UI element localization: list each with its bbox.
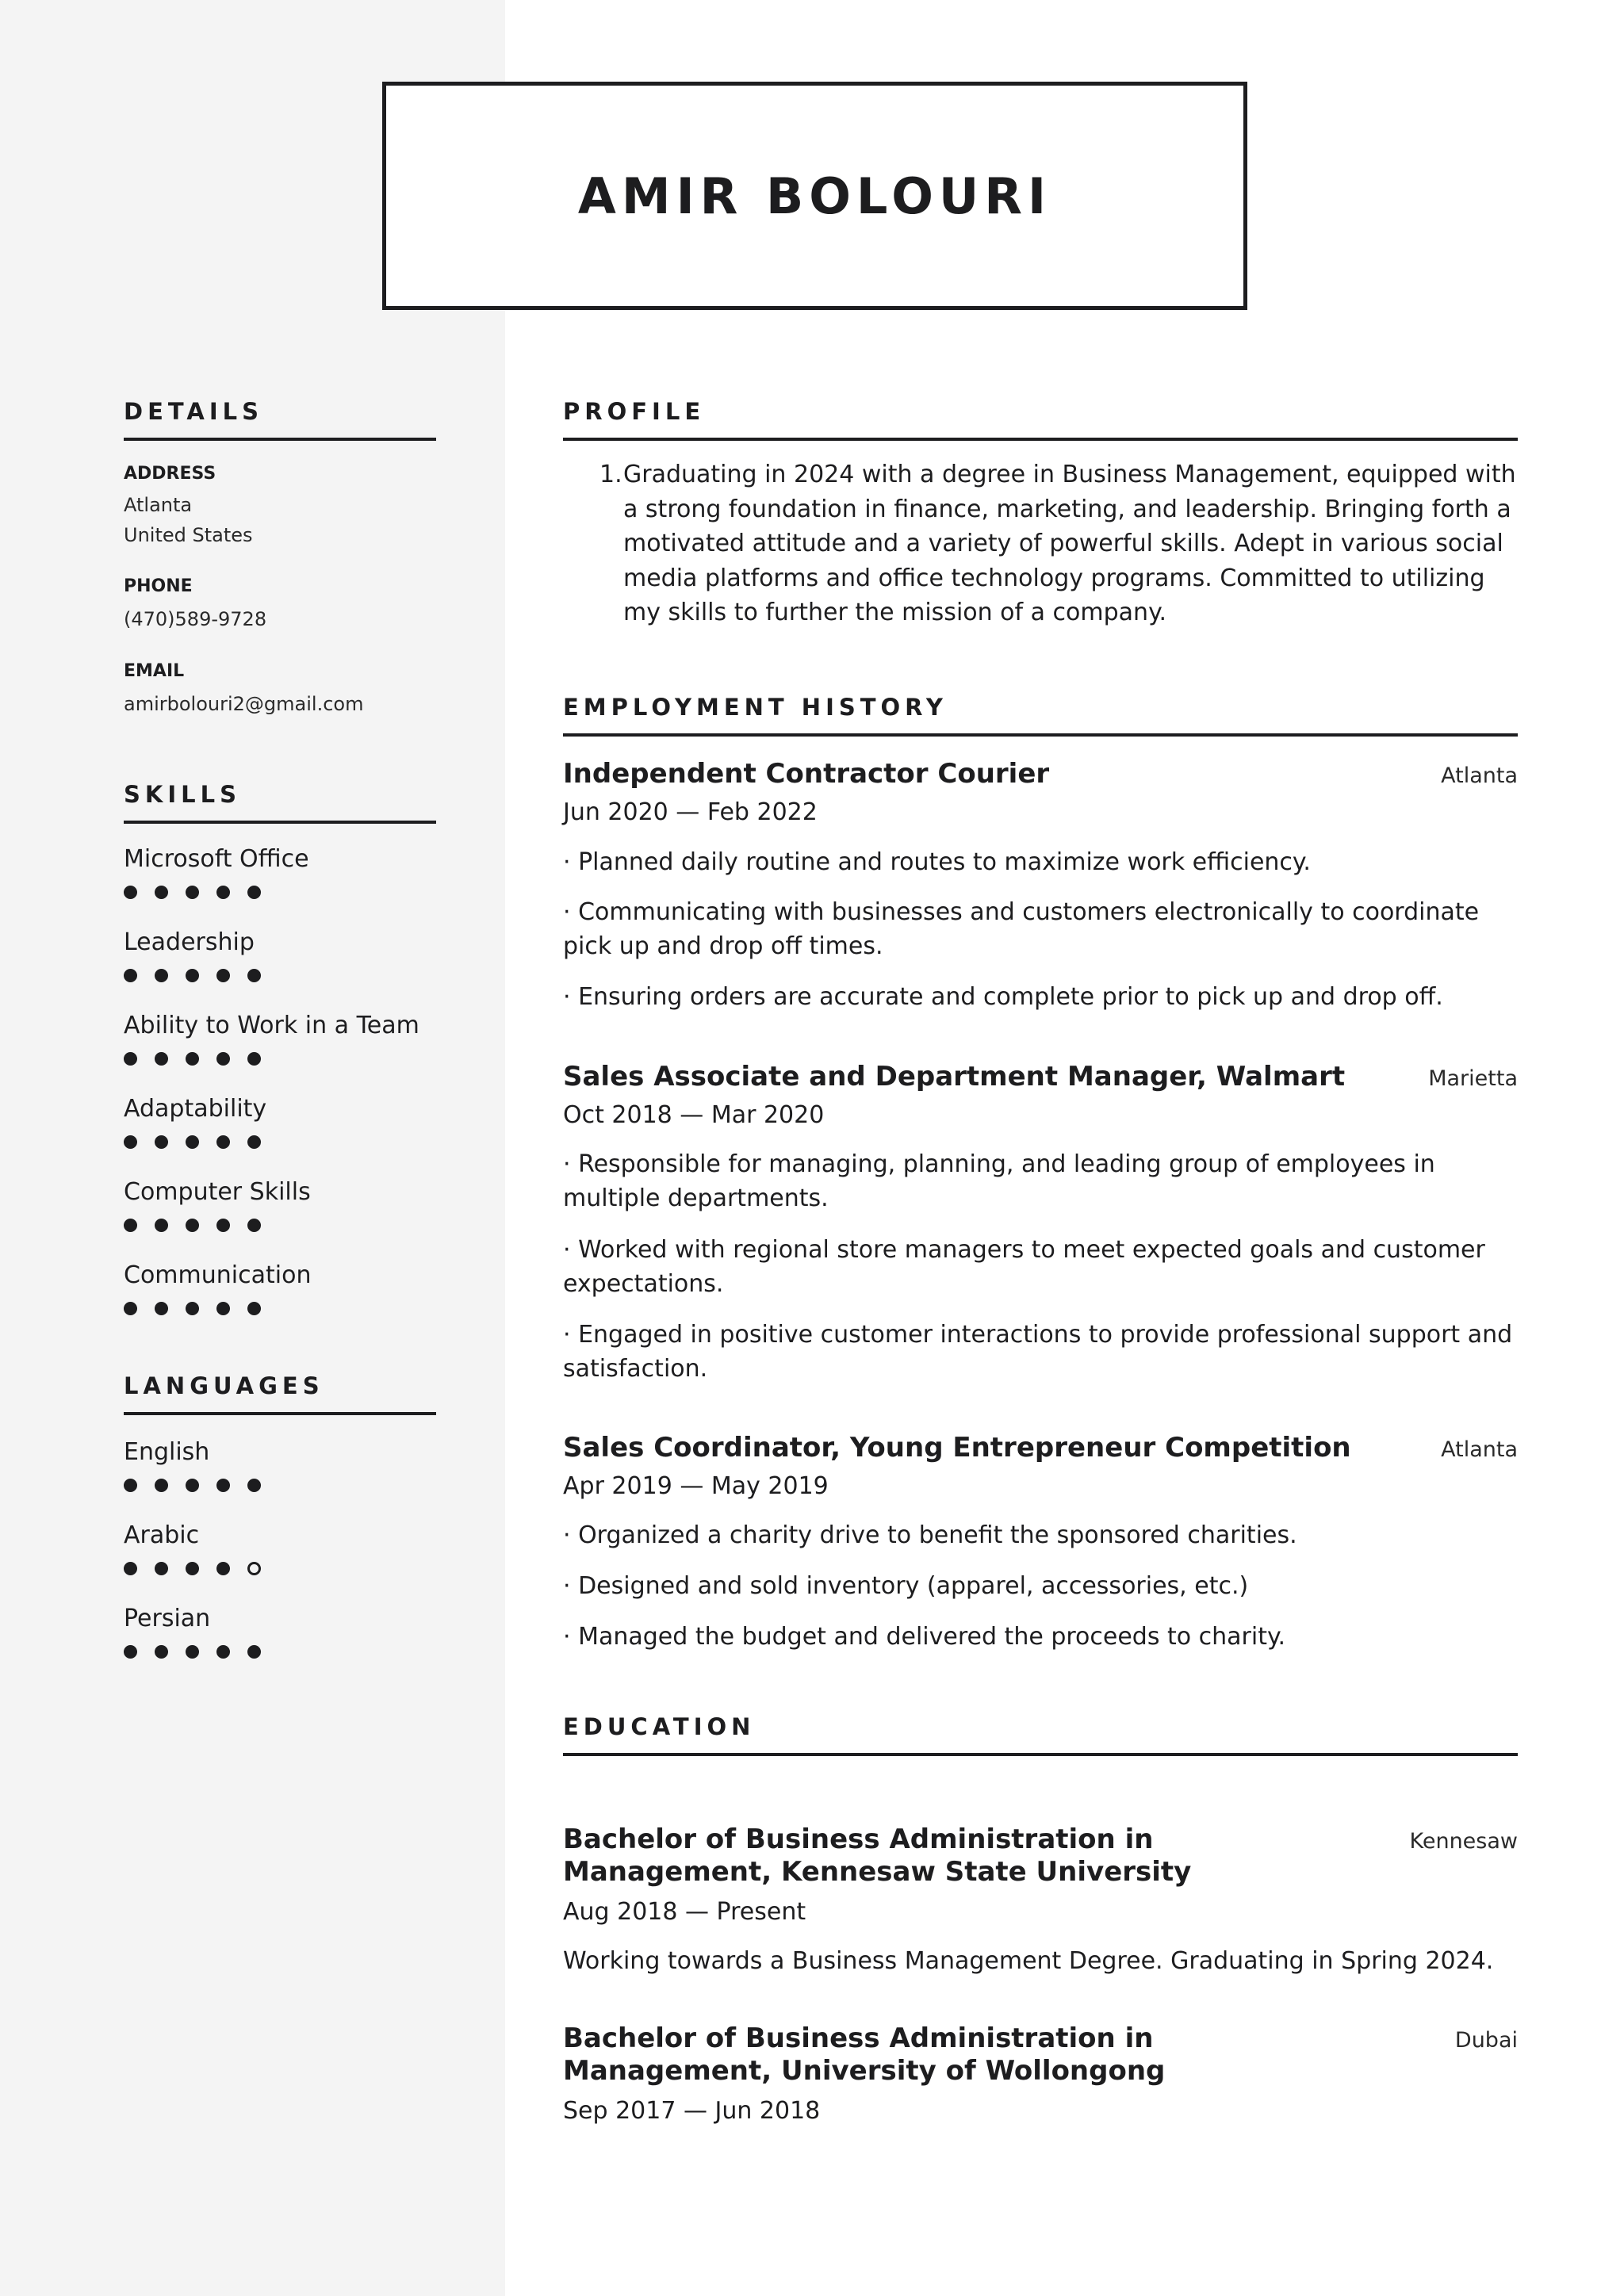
rating-dot-filled [155,1645,168,1659]
job-bullet: · Engaged in positive customer interactions to provide professional support and satisfaction. [563,1321,1513,1383]
education-dates: Aug 2018 — Present [563,1898,806,1926]
address-country: United States [124,524,253,546]
rating-dot-filled [216,1052,230,1066]
job-location: Atlanta [1441,1437,1518,1462]
job-bullet: · Organized a charity drive to benefit the sponsored charities. [563,1521,1297,1549]
rating-dot-filled [216,969,230,982]
details-section-header [124,398,436,441]
rating-dot-empty [247,1562,261,1575]
job-bullet: · Planned daily routine and routes to maximize work efficiency. [563,848,1311,876]
skill-label: Microsoft Office [124,845,309,873]
job-bullet: · Designed and sold inventory (apparel, accessories, etc.) [563,1572,1249,1600]
rating-dot-filled [247,1645,261,1659]
job-dates: Apr 2019 — May 2019 [563,1472,829,1500]
rating-dot-filled [155,969,168,982]
phone-label: PHONE [124,576,193,596]
education-section-header [563,1713,1518,1756]
job-bullet: · Responsible for managing, planning, and leading group of employees in multiple departments. [563,1150,1435,1212]
education-title: EDUCATION [563,1713,756,1740]
candidate-name: AMIR BOLOURI [577,166,1052,225]
skill-rating [124,1135,261,1149]
rating-dot-filled [155,1052,168,1066]
profile-divider [563,438,1518,441]
skill-rating [124,1052,261,1066]
job-bullet: · Managed the budget and delivered the proceeds to charity. [563,1623,1286,1651]
rating-dot-filled [186,1479,199,1492]
education-location: Kennesaw [1409,1829,1518,1854]
details-divider [124,438,436,441]
rating-dot-filled [124,1219,137,1232]
job-title: Independent Contractor Courier [563,758,1050,790]
education-title-line: Management, Kennesaw State University [563,1856,1192,1888]
job-dates: Oct 2018 — Mar 2020 [563,1101,825,1129]
skill-rating [124,969,261,982]
job-location: Atlanta [1441,763,1518,788]
profile-title: PROFILE [563,398,706,425]
language-label: English [124,1438,210,1466]
address-label: ADDRESS [124,464,216,484]
rating-dot-filled [216,1645,230,1659]
rating-dot-filled [124,1052,137,1066]
rating-dot-filled [186,886,199,899]
languages-title: LANGUAGES [124,1372,324,1399]
address-city: Atlanta [124,494,193,516]
skill-label: Adaptability [124,1095,267,1123]
rating-dot-filled [216,1302,230,1315]
language-rating [124,1562,261,1575]
language-label: Arabic [124,1521,200,1549]
language-rating [124,1645,261,1659]
rating-dot-filled [247,969,261,982]
education-location: Dubai [1454,2028,1518,2053]
skills-divider [124,821,436,824]
skills-section-header [124,781,436,824]
rating-dot-filled [186,1562,199,1575]
rating-dot-filled [124,886,137,899]
rating-dot-filled [216,886,230,899]
skill-label: Computer Skills [124,1178,311,1206]
rating-dot-filled [155,1135,168,1149]
education-divider [563,1753,1518,1756]
skill-rating [124,1219,261,1232]
rating-dot-filled [216,1135,230,1149]
skill-label: Communication [124,1261,312,1289]
rating-dot-filled [155,1562,168,1575]
employment-divider [563,733,1518,737]
rating-dot-filled [247,1135,261,1149]
rating-dot-filled [186,969,199,982]
rating-dot-filled [216,1562,230,1575]
job-title: Sales Coordinator, Young Entrepreneur Competition [563,1432,1351,1464]
skills-title: SKILLS [124,781,241,808]
email-label: EMAIL [124,661,185,681]
skill-label: Leadership [124,928,255,956]
rating-dot-filled [247,1052,261,1066]
rating-dot-filled [155,1302,168,1315]
skill-rating [124,1302,261,1315]
education-title-line: Management, University of Wollongong [563,2055,1166,2087]
rating-dot-filled [155,1219,168,1232]
name-box [382,82,1247,310]
rating-dot-filled [247,1479,261,1492]
rating-dot-filled [155,886,168,899]
job-bullet: · Communicating with businesses and customers electronically to coordinate pick up and drop off times. [563,898,1480,960]
language-rating [124,1479,261,1492]
profile-item [599,457,1518,630]
phone-value: (470)589-9728 [124,608,267,630]
profile-section-header [563,398,1518,441]
rating-dot-filled [247,1302,261,1315]
rating-dot-filled [216,1479,230,1492]
rating-dot-filled [186,1302,199,1315]
job-title: Sales Associate and Department Manager, Walmart [563,1061,1346,1093]
rating-dot-filled [186,1645,199,1659]
rating-dot-filled [216,1219,230,1232]
employment-title: EMPLOYMENT HISTORY [563,694,948,721]
rating-dot-filled [186,1219,199,1232]
rating-dot-filled [124,1135,137,1149]
rating-dot-filled [155,1479,168,1492]
profile-list [599,457,1518,630]
rating-dot-filled [124,1562,137,1575]
email-value: amirbolouri2@gmail.com [124,693,364,715]
rating-dot-filled [124,969,137,982]
job-bullet: · Worked with regional store managers to meet expected goals and customer expectations. [563,1236,1485,1298]
rating-dot-filled [247,886,261,899]
job-location: Marietta [1428,1066,1518,1091]
language-label: Persian [124,1605,211,1632]
skill-rating [124,886,261,899]
education-title-line: Bachelor of Business Administration in [563,2022,1154,2054]
job-dates: Jun 2020 — Feb 2022 [563,798,818,826]
details-title: DETAILS [124,398,264,425]
rating-dot-filled [247,1219,261,1232]
skill-label: Ability to Work in a Team [124,1012,419,1039]
profile-item-number: 1. [599,461,622,488]
languages-section-header [124,1372,436,1415]
profile-text: Graduating in 2024 with a degree in Business Management, equipped with a strong foundation in finance, marketing, and leadership. Bringing forth a motivated attitude and a variety of powerful skills. Adept in various social media platforms and office technology programs. Committed to utilizing my skills to further the mission of a company. [623,461,1516,626]
rating-dot-filled [124,1479,137,1492]
job-bullet: · Ensuring orders are accurate and complete prior to pick up and drop off. [563,983,1443,1011]
education-dates: Sep 2017 — Jun 2018 [563,2097,821,2125]
rating-dot-filled [124,1302,137,1315]
languages-divider [124,1412,436,1415]
rating-dot-filled [124,1645,137,1659]
rating-dot-filled [186,1135,199,1149]
education-description: Working towards a Business Management Degree. Graduating in Spring 2024. [563,1947,1494,1975]
rating-dot-filled [186,1052,199,1066]
employment-section-header [563,694,1518,737]
education-title-line: Bachelor of Business Administration in [563,1823,1154,1855]
